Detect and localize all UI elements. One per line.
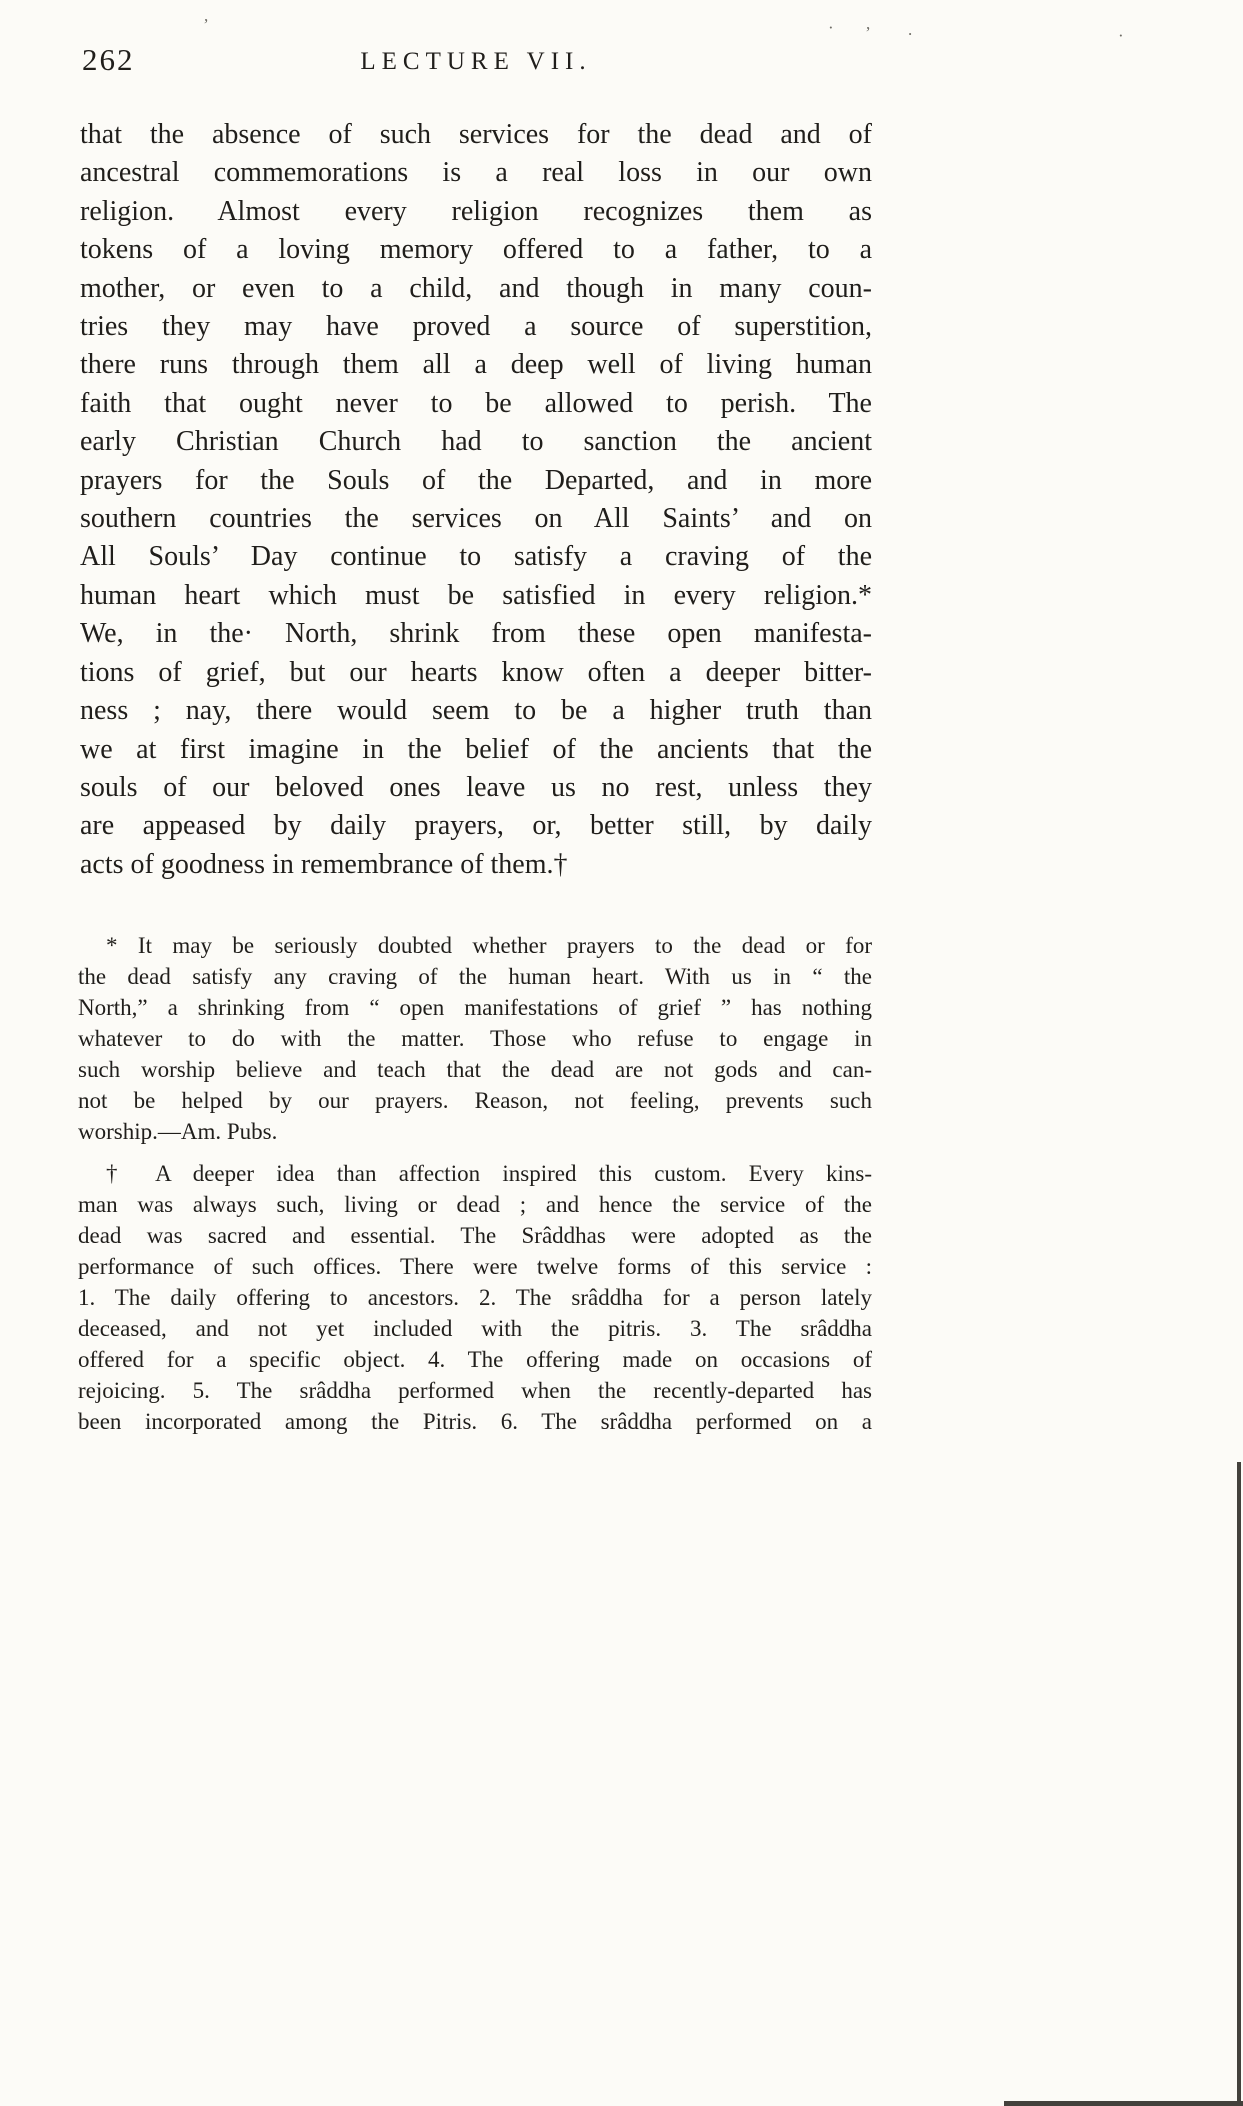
footnote-1-line-2: the dead satisfy any craving of the human heart. With us in “ the (78, 964, 872, 989)
body-text-line-14: We, in the· North, shrink from these open manifesta- (80, 618, 872, 650)
footnote-2-line-5: 1. The daily offering to ancestors. 2. The srâddha for a person lately (78, 1285, 872, 1310)
scan-edge-bottom-artifact (1004, 2101, 1243, 2106)
body-text-line-16: ness ; nay, there would seem to be a higher truth than (80, 695, 872, 727)
footnote-1 (78, 930, 872, 1147)
scan-edge-right-artifact (1237, 1462, 1241, 2106)
body-text-line-11: southern countries the services on All Saints’ and on (80, 503, 872, 535)
body-text-line-1: that the absence of such services for the dead and of (80, 119, 872, 150)
body-text-line-17: we at first imagine in the belief of the ancients that the (80, 733, 872, 765)
body-text-line-2: ancestral commemorations is a real loss in our own (80, 157, 872, 189)
footnote-1-line-6: not be helped by our prayers. Reason, not feeling, prevents such (78, 1088, 872, 1113)
footnote-2-line-6: deceased, and not yet included with the pitris. 3. The srâddha (78, 1316, 872, 1341)
body-text-line-20: acts of goodness in remembrance of them.† (80, 848, 568, 880)
footnote-2-line-2: man was always such, living or dead ; and hence the service of the (78, 1192, 872, 1217)
footnote-2-line-1: † A deeper idea than affection inspired this custom. Every kins- (106, 1161, 872, 1186)
footnote-1-line-4: whatever to do with the matter. Those who refuse to engage in (78, 1026, 872, 1051)
footnote-1-line-3: North,” a shrinking from “ open manifestations of grief ” has nothing (78, 995, 872, 1020)
body-text-line-3: religion. Almost every religion recognizes them as (80, 195, 872, 227)
page-number: 262 (82, 42, 135, 77)
scan-speck-3: , (866, 14, 871, 33)
footnote-2-line-9: been incorporated among the Pitris. 6. The srâddha performed on a (78, 1409, 872, 1434)
footnote-2-line-4: performance of such offices. There were twelve forms of this service : (78, 1254, 872, 1279)
footnote-2 (78, 1158, 872, 1437)
footnote-1-line-7: worship.—Am. Pubs. (78, 1119, 278, 1144)
footnote-2-line-3: dead was sacred and essential. The Srâddhas were adopted as the (78, 1223, 872, 1248)
body-text-line-15: tions of grief, but our hearts know often a deeper bitter- (80, 656, 872, 688)
body-text-line-9: early Christian Church had to sanction the ancient (80, 426, 872, 458)
body-text-line-8: faith that ought never to be allowed to perish. The (80, 387, 872, 419)
body-text (80, 116, 872, 884)
scan-speck-4: . (908, 20, 913, 39)
body-text-line-18: souls of our beloved ones leave us no rest, unless they (80, 771, 872, 803)
scan-speck-5: · (1118, 26, 1124, 45)
footnote-1-line-5: such worship believe and teach that the dead are not gods and can- (78, 1057, 872, 1082)
body-text-line-4: tokens of a loving memory offered to a father, to a (80, 234, 872, 266)
scan-speck-2: · (828, 18, 834, 37)
body-text-line-6: tries they may have proved a source of superstition, (80, 311, 872, 343)
body-text-line-7: there runs through them all a deep well of living human (80, 349, 872, 381)
body-text-line-13: human heart which must be satisfied in every religion.* (80, 579, 872, 611)
footnote-1-line-1: * It may be seriously doubted whether prayers to the dead or for (106, 933, 872, 958)
footnote-2-line-7: offered for a specific object. 4. The offering made on occasions of (78, 1347, 872, 1372)
body-text-line-10: prayers for the Souls of the Departed, and in more (80, 464, 872, 496)
body-text-line-12: All Souls’ Day continue to satisfy a craving of the (80, 541, 872, 573)
footnote-2-line-8: rejoicing. 5. The srâddha performed when the recently-departed has (78, 1378, 872, 1403)
body-text-line-19: are appeased by daily prayers, or, better still, by daily (80, 810, 872, 842)
scan-speck-1: , (204, 6, 209, 25)
body-text-line-5: mother, or even to a child, and though in many coun- (80, 272, 872, 304)
running-header: LECTURE VII. (360, 48, 592, 75)
